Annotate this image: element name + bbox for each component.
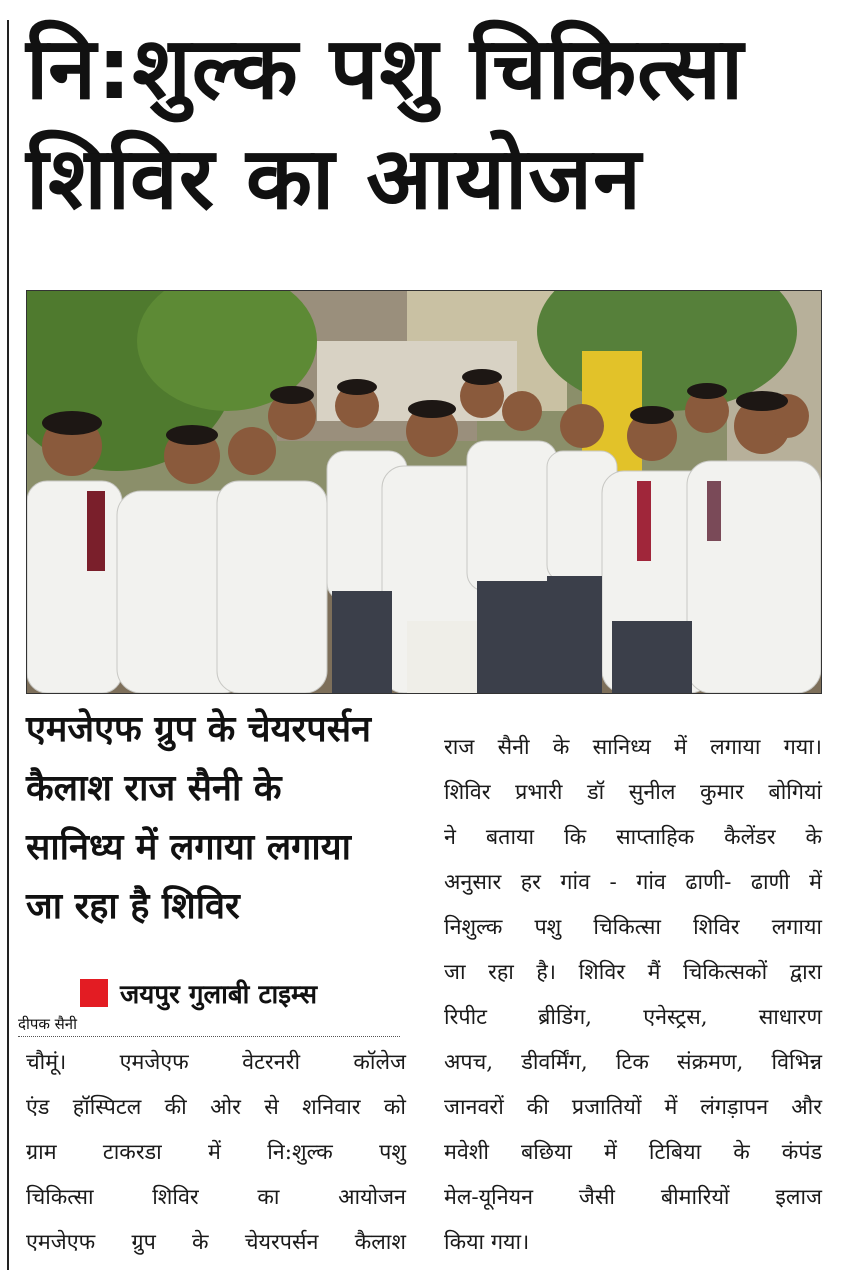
group-photo-illustration xyxy=(27,291,821,693)
body-line: मेल-यूनियन जैसी बीमारियों इलाज xyxy=(444,1185,822,1210)
body-line: अनुसार हर गांव - गांव ढाणी- ढाणी में xyxy=(444,870,822,895)
body-line: एंड हॉस्पिटल की ओर से शनिवार को xyxy=(26,1095,406,1120)
body-column-right xyxy=(444,725,822,1265)
subheadline xyxy=(26,700,416,936)
body-line: चिकित्सा शिविर का आयोजन xyxy=(26,1185,406,1210)
body-line: शिविर प्रभारी डॉ सुनील कुमार बोगियां xyxy=(444,780,822,805)
subheadline-line-3: सानिध्य में लगाया लगाया xyxy=(26,827,351,868)
body-line: मवेशी बछिया में टिबिया के कंपंड xyxy=(444,1140,822,1165)
subheadline-line-1: एमजेएफ ग्रुप के चेयरपर्सन xyxy=(26,709,372,750)
subheadline-line-4: जा रहा है शिविर xyxy=(26,886,240,927)
body-line: राज सैनी के सानिध्य में लगाया गया। xyxy=(444,735,822,760)
body-line: रिपीट ब्रीडिंग, एनेस्ट्रस, साधारण xyxy=(444,1005,822,1030)
body-line: ने बताया कि साप्ताहिक कैलेंडर के xyxy=(444,825,822,850)
subheadline-line-2: कैलाश राज सैनी के xyxy=(26,768,282,809)
body-line: निशुल्क पशु चिकित्सा शिविर लगाया xyxy=(444,915,822,940)
byline: दीपक सैनी xyxy=(18,1014,400,1037)
headline-line-2: शिविर का आयोजन xyxy=(26,129,642,229)
source-marker-icon xyxy=(80,979,108,1007)
body-line: किया गया। xyxy=(444,1230,530,1255)
body-line: एमजेएफ ग्रुप के चेयरपर्सन कैलाश xyxy=(26,1230,406,1255)
body-line: ग्राम टाकरडा में नि:शुल्क पशु xyxy=(26,1140,406,1165)
source-credit xyxy=(80,975,317,1011)
body-line: अपच, डीवर्मिंग, टिक संक्रमण, विभिन्न xyxy=(444,1050,822,1075)
headline-line-1: नि:शुल्क पशु चिकित्सा xyxy=(26,19,745,119)
body-line: जा रहा है। शिविर मैं चिकित्सकों द्वारा xyxy=(444,960,822,985)
body-column-left xyxy=(26,1040,406,1265)
body-line: जानवरों की प्रजातियों में लंगड़ापन और xyxy=(444,1095,822,1120)
column-rule xyxy=(7,20,9,1270)
headline xyxy=(26,14,826,234)
source-name: जयपुर गुलाबी टाइम्स xyxy=(120,980,318,1010)
body-line: चौमूं। एमजेएफ वेटरनरी कॉलेज xyxy=(26,1050,406,1075)
news-photo xyxy=(26,290,822,694)
